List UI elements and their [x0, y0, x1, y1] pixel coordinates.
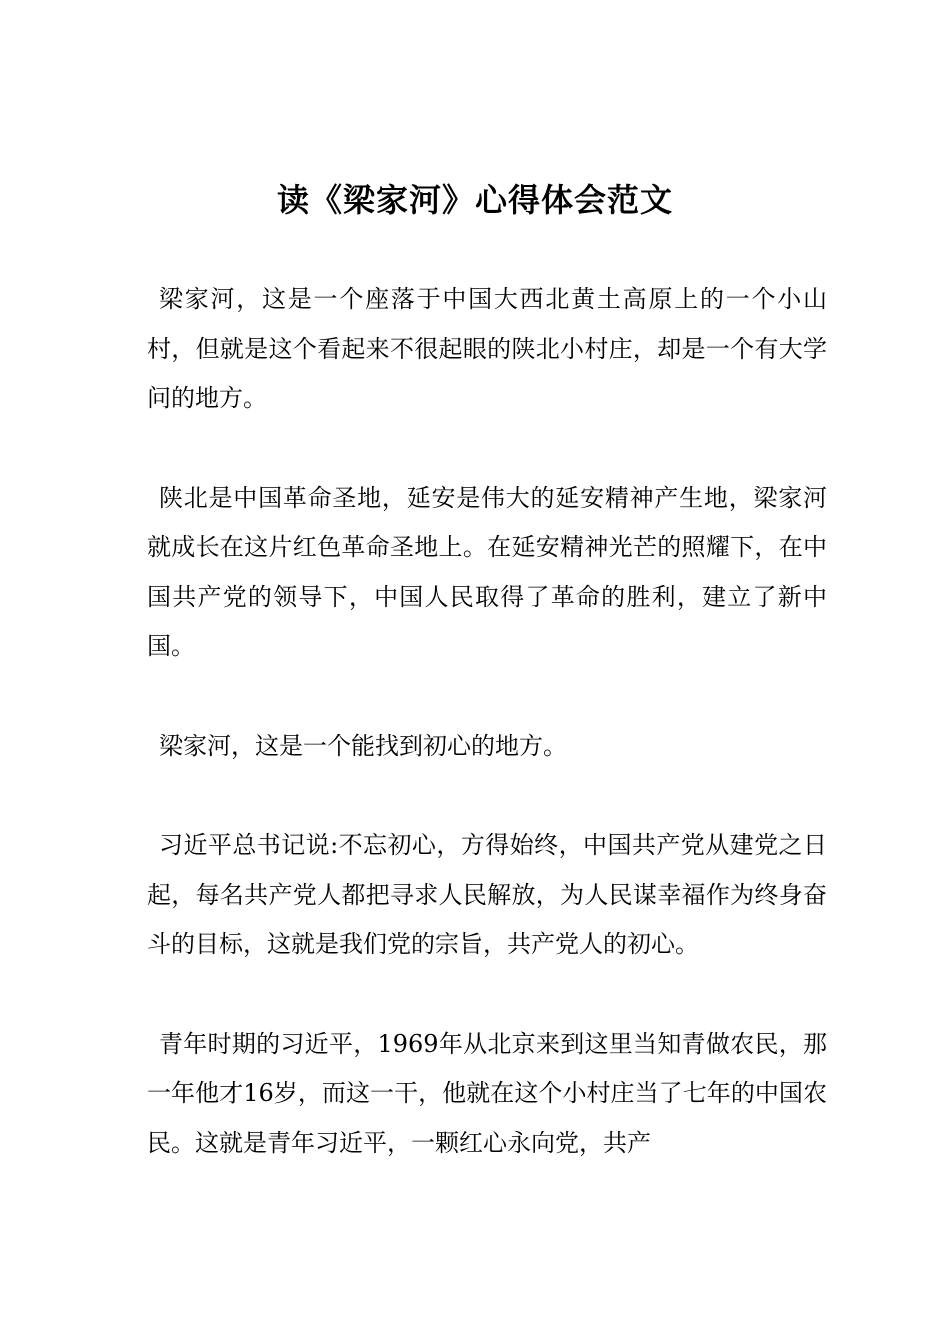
paragraph-3: 梁家河，这是一个能找到初心的地方。 — [159, 731, 567, 760]
document-title: 读《梁家河》心得体会范文 — [276, 181, 673, 219]
paragraph-1: 梁家河，这是一个座落于中国大西北黄土高原上的一个小山村，但就是这个看起来不很起眼的陕北小村庄，却是一个有大学问的地方。 — [147, 285, 827, 412]
paragraph-2: 陕北是中国革命圣地，延安是伟大的延安精神产生地，梁家河就成长在这片红色革命圣地上。在延安精神光芒的照耀下，在中国共产党的领导下，中国人民取得了革命的胜利，建立了新中国。 — [147, 483, 827, 660]
paragraph-5: 青年时期的习近平，1969年从北京来到这里当知青做农民，那一年他才16岁，而这一干，他就在这个小村庄当了七年的中国农民。这就是青年习近平，一颗红心永向党，共产 — [147, 1029, 827, 1157]
paragraph-4: 习近平总书记说:不忘初心，方得始终，中国共产党从建党之日起，每名共产党人都把寻求人民解放，为人民谋幸福作为终身奋斗的目标，这就是我们党的宗旨，共产党人的初心。 — [147, 831, 827, 958]
document-body — [147, 275, 827, 1218]
